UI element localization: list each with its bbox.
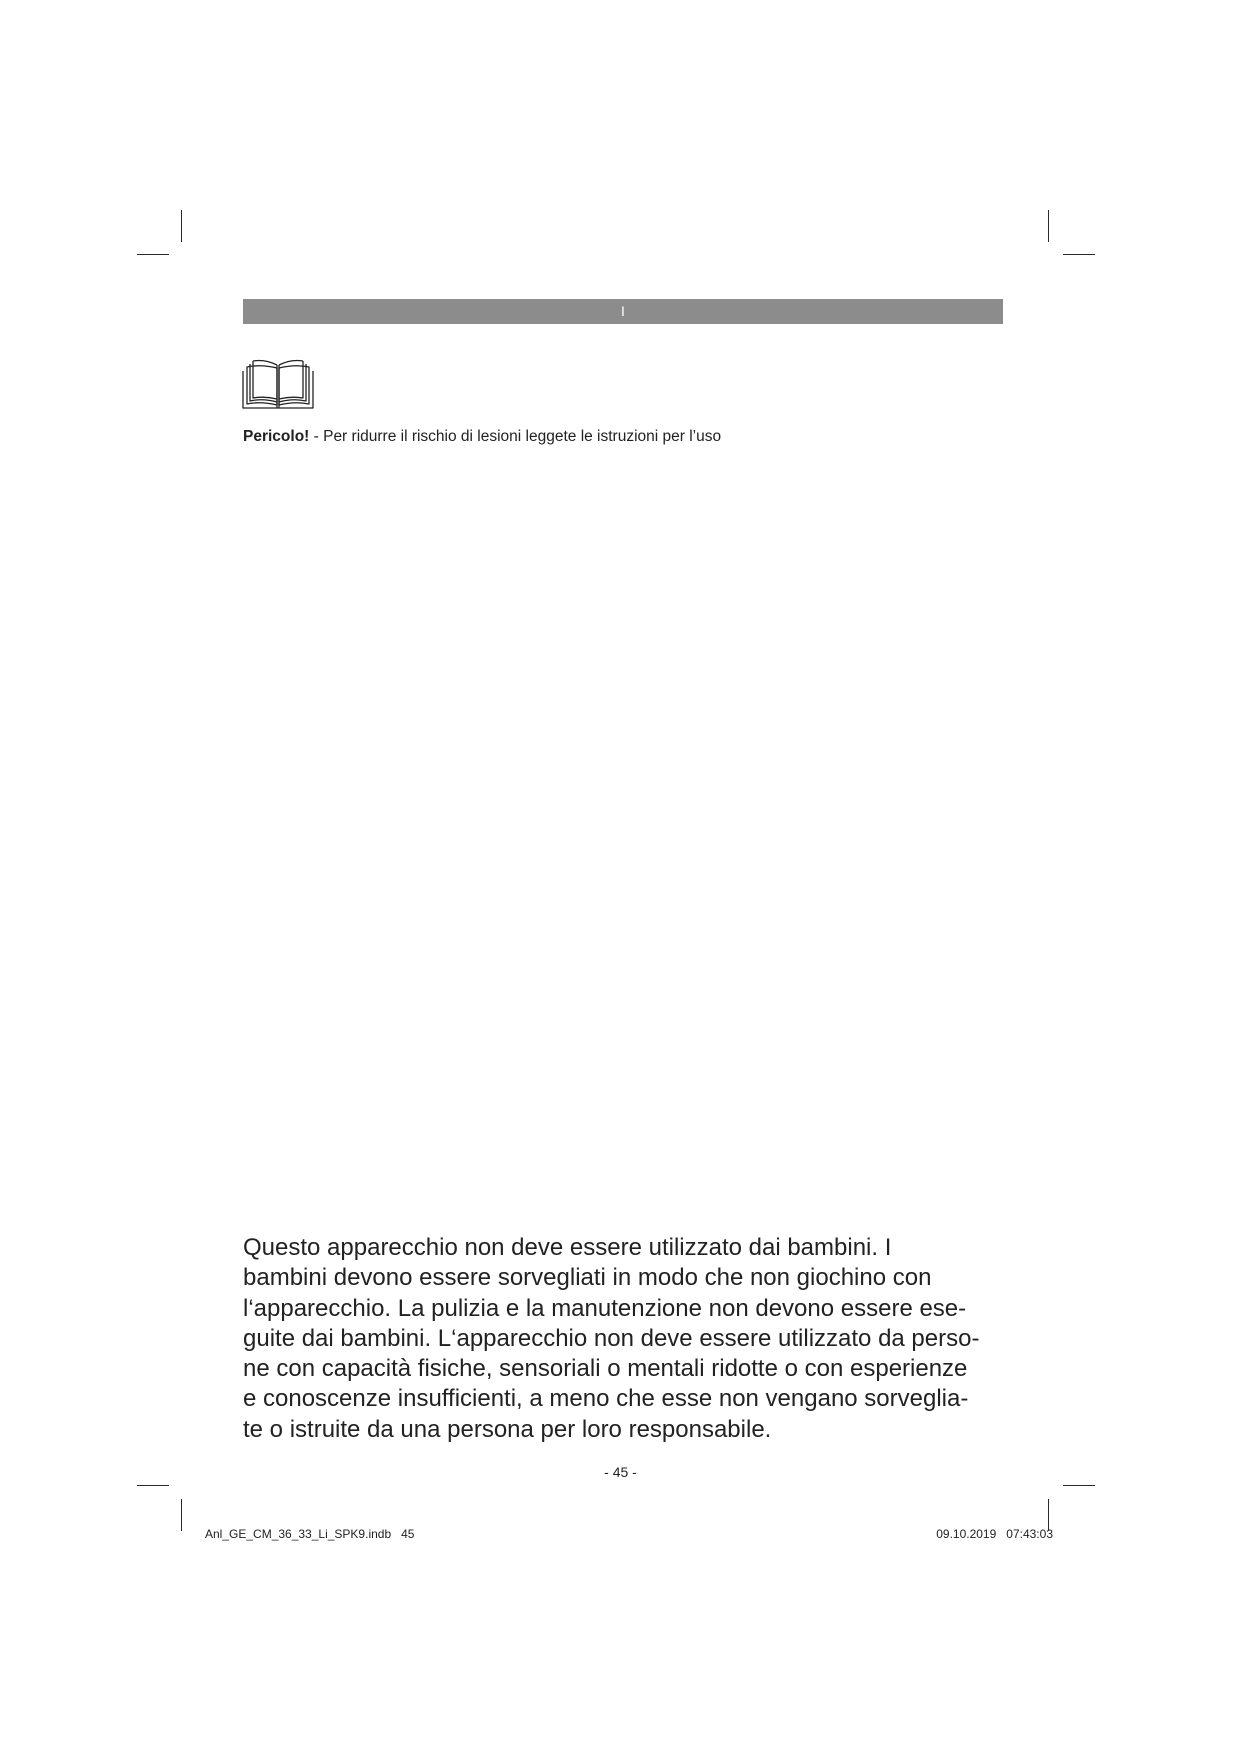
warning-label: Pericolo! [243, 428, 310, 445]
notice-line: ne con capacità fisiche, sensoriali o mentali ridotte o con esperienze [243, 1355, 968, 1383]
crop-mark-top-left-horizontal [137, 254, 169, 255]
children-safety-notice [243, 1233, 1023, 1445]
book-icon [241, 359, 315, 410]
notice-line: Questo apparecchio non deve essere utilizzato dai bambini. I [243, 1234, 892, 1261]
crop-mark-top-right-horizontal [1063, 254, 1095, 255]
notice-line: te o istruite da una persona per loro responsabile. [243, 1415, 772, 1443]
print-slug-file: Anl_GE_CM_36_33_Li_SPK9.indb 45 [205, 1527, 415, 1541]
crop-mark-bottom-right-horizontal [1063, 1485, 1095, 1486]
language-header-bar [243, 299, 1003, 324]
warning-text: - Per ridurre il rischio di lesioni leggete le istruzioni per l’uso [309, 428, 722, 445]
page-number: - 45 - [604, 1464, 637, 1480]
notice-line: l‘apparecchio. La pulizia e la manutenzione non devono essere ese- [243, 1294, 967, 1322]
crop-mark-bottom-left-vertical [181, 1499, 182, 1531]
notice-line: bambini devono essere sorvegliati in modo che non giochino con [243, 1264, 932, 1292]
crop-mark-top-right-vertical [1048, 210, 1049, 242]
print-slug-timestamp: 09.10.2019 07:43:03 [936, 1527, 1053, 1541]
crop-mark-bottom-left-horizontal [137, 1485, 169, 1486]
notice-line: guite dai bambini. L‘apparecchio non deve essere utilizzato da perso- [243, 1324, 980, 1352]
notice-line: e conoscenze insufficienti, a meno che esse non vengano sorveglia- [243, 1385, 969, 1413]
danger-warning [243, 427, 721, 447]
language-mark: I [621, 303, 625, 319]
crop-mark-top-left-vertical [181, 210, 182, 242]
